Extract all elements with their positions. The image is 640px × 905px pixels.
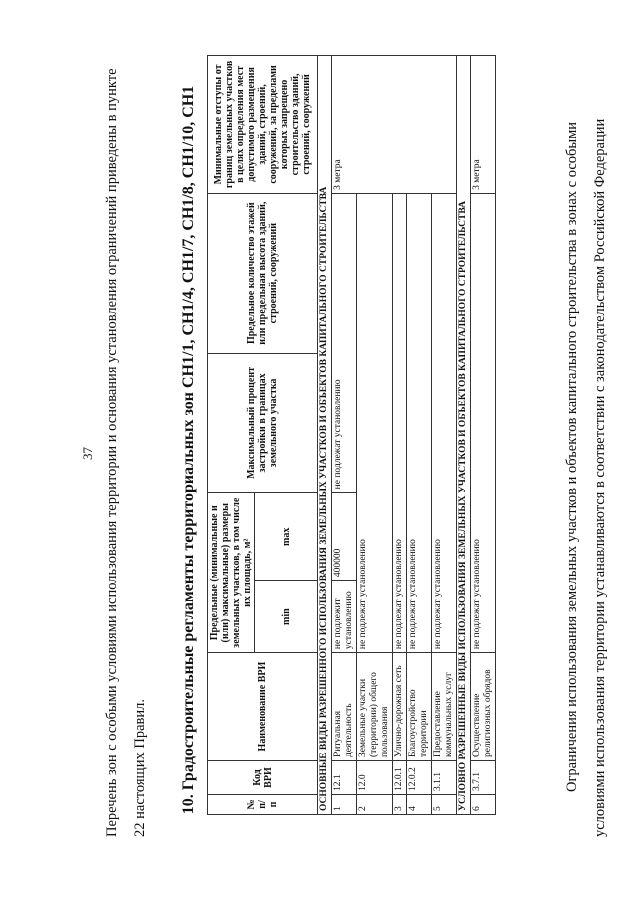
row-num: 3 — [393, 795, 407, 815]
section-label-main: ОСНОВНЫЕ ВИДЫ РАЗРЕШЕННОГО ИСПОЛЬЗОВАНИЯ ЗЕМЕЛЬНЫХ УЧАСТКОВ И ОБЪЕКТОВ КАПИТАЛЬНОГО СТРОИТЕЛЬСТВА — [318, 56, 332, 815]
row-name: Земельные участки (территории) общего пользования — [357, 653, 393, 761]
row-setback: 3 метра — [332, 56, 457, 194]
row-code: 12.0.2 — [407, 761, 432, 795]
page-number: 37 — [80, 447, 95, 460]
row-values: не подлежат установлению — [357, 193, 393, 652]
row-code: 12.1 — [332, 761, 357, 795]
col-name-header: Наименование ВРИ — [208, 653, 318, 761]
col-code-header: Код ВРИ — [208, 761, 318, 795]
row-num: 4 — [407, 795, 432, 815]
row-code: 12.0.1 — [393, 761, 407, 795]
row-num: 5 — [432, 795, 457, 815]
intro-paragraph: Перечень зон с особыми условиями использования территории и основания установления ограничений приведены в пункте 22 настоящих Правил. — [104, 68, 148, 837]
col-num-header: № п/п — [208, 795, 318, 815]
col-percent-header: Максимальный процент застройки в границах земельного участка — [208, 353, 318, 493]
row-name: Ритуальная деятельность — [332, 653, 357, 761]
closing-paragraph: Ограничения использования земельных участков и объектов капитального строительства в зонах с особыми условиями использования территории устанавливаются в соответствии с законодательством Российской Федерации — [564, 118, 608, 837]
regulations-table — [207, 55, 496, 815]
col-floors-header: Предельное количество этажей или предельная высота зданий, строений, сооружений — [208, 193, 318, 353]
row-values: не подлежат установлению — [432, 193, 457, 652]
row-num: 1 — [332, 795, 357, 815]
row-num: 6 — [471, 795, 496, 815]
col-area-header: Предельные (минимальные и (или) максимальные) размеры земельных участков, в том числе их площадь, м² — [208, 493, 255, 653]
row-percent: не подлежат установлению — [332, 193, 357, 492]
section-heading: 10. Градостроительные регламенты территориальных зон СН1/1, СН1/4, СН1/7, СН1/8, СН1/10, СН1 — [180, 85, 197, 815]
col-setback-header: Минимальные отступы от границ земельных участков в целях определения мест допустимого размещения зданий, строений, сооружений, за пределами которых запрещено строительство зданий, строений, сооружений — [208, 56, 318, 194]
row-setback: 3 метра — [471, 56, 496, 194]
row-max: 400000 — [332, 493, 357, 581]
section-row-conditional — [457, 56, 471, 815]
row-name: Осуществление религиозных обрядов — [471, 653, 496, 761]
row-values: не подлежат установлению — [393, 193, 407, 652]
row-min: не подлежит установлению — [332, 581, 357, 653]
row-code: 3.1.1 — [432, 761, 457, 795]
row-name: Предоставление коммунальных услуг — [432, 653, 457, 761]
row-num: 2 — [357, 795, 393, 815]
table-row — [471, 56, 496, 815]
row-code: 12.0 — [357, 761, 393, 795]
col-min-header: min — [255, 581, 318, 653]
section-row-main — [318, 56, 332, 815]
table-header-row — [208, 56, 255, 815]
row-values: не подлежат установлению — [471, 193, 496, 652]
col-max-header: max — [255, 493, 318, 581]
row-values: не подлежат установлению — [407, 193, 432, 652]
table-row — [332, 56, 357, 815]
section-label-conditional: УСЛОВНО РАЗРЕШЕННЫЕ ВИДЫ ИСПОЛЬЗОВАНИЯ ЗЕМЕЛЬНЫХ УЧАСТКОВ И ОБЪЕКТОВ КАПИТАЛЬНОГО СТРОИТЕЛЬСТВА — [457, 56, 471, 815]
row-name: Улично-дорожная сеть — [393, 653, 407, 761]
row-name: Благоустройство территории — [407, 653, 432, 761]
row-code: 3.7.1 — [471, 761, 496, 795]
